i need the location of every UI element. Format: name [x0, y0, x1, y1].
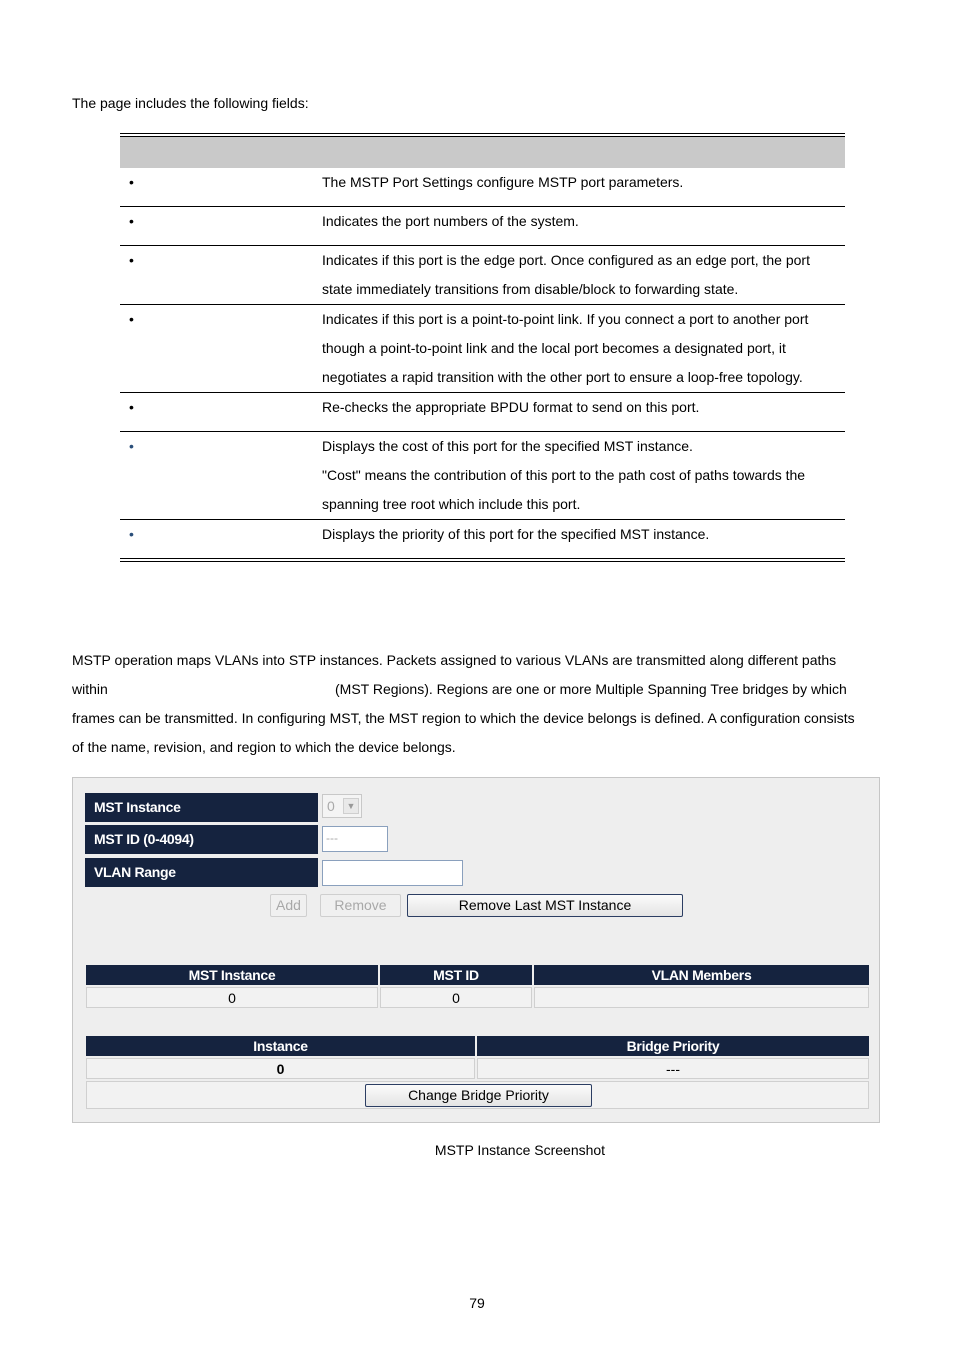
- description-line: state immediately transitions from disable/block to forwarding state.: [322, 281, 739, 297]
- field-description: [322, 432, 845, 519]
- table-row: [120, 393, 845, 432]
- description-line: negotiates a rapid transition with the other port to ensure a loop-free topology.: [322, 369, 803, 385]
- table-row: [120, 246, 845, 305]
- field-description: [322, 207, 845, 236]
- table-row: [120, 207, 845, 246]
- field-description: [322, 305, 845, 392]
- description-line: "Cost" means the contribution of this port to the path cost of paths towards the: [322, 467, 806, 483]
- table-row: [86, 987, 869, 1008]
- table-action-row: [86, 1081, 869, 1109]
- vlan-range-input[interactable]: [322, 860, 463, 886]
- col-mst-id: MST ID: [380, 965, 532, 985]
- paragraph-line-2b: (MST Regions). Regions are one or more Multiple Spanning Tree bridges by which: [335, 681, 847, 697]
- change-bridge-priority-button[interactable]: Change Bridge Priority: [365, 1084, 592, 1107]
- add-button[interactable]: Add: [270, 894, 307, 917]
- description-line: Re-checks the appropriate BPDU format to send on this port.: [322, 399, 700, 415]
- figure-caption: MSTP Instance Screenshot: [434, 1142, 606, 1158]
- bullet: •: [129, 311, 134, 327]
- col-instance: Instance: [86, 1036, 475, 1056]
- description-line: spanning tree root which include this port.: [322, 496, 581, 512]
- bullet: •: [129, 213, 134, 229]
- table-header: [86, 965, 869, 985]
- bullet: •: [129, 438, 134, 454]
- description-line: Indicates the port numbers of the system.: [322, 213, 579, 229]
- cell-mst-instance: 0: [86, 987, 378, 1008]
- cell-vlan-members: [534, 987, 869, 1008]
- table-row: [120, 168, 845, 207]
- description-line: The MSTP Port Settings configure MSTP port parameters.: [322, 174, 684, 190]
- mst-instance-label: MST Instance: [85, 793, 318, 822]
- paragraph-line-3: frames can be transmitted. In configuring MST, the MST region to which the device belongs is defined. A configuration consists: [72, 710, 855, 726]
- mst-id-input[interactable]: ---: [322, 826, 388, 852]
- description-line: though a point-to-point link and the local port becomes a designated port, it: [322, 340, 786, 356]
- mst-instance-select-value: 0: [327, 798, 335, 814]
- table-row: [120, 305, 845, 393]
- mst-instance-select[interactable]: [322, 794, 362, 818]
- mst-id-label: MST ID (0-4094): [85, 825, 318, 854]
- bullet: •: [129, 399, 134, 415]
- intro-text: The page includes the following fields:: [72, 95, 309, 111]
- table-header: [86, 1036, 869, 1056]
- col-bridge-priority: Bridge Priority: [477, 1036, 869, 1056]
- description-line: Displays the cost of this port for the specified MST instance.: [322, 438, 693, 454]
- mst-instance-table: [84, 963, 871, 1010]
- table-bottom-rule: [120, 561, 845, 562]
- paragraph-line-2: [72, 675, 884, 704]
- col-mst-instance: MST Instance: [86, 965, 378, 985]
- cell-instance: 0: [86, 1058, 475, 1079]
- mstp-instance-screenshot: [72, 777, 880, 1123]
- bullet: •: [129, 174, 134, 190]
- paragraph-line-2a: within: [72, 681, 108, 697]
- remove-last-mst-instance-button[interactable]: Remove Last MST Instance: [407, 894, 683, 917]
- table-header-row: [120, 137, 845, 168]
- table-row: [120, 520, 845, 559]
- fields-table: [120, 133, 845, 562]
- field-description: [322, 520, 845, 549]
- bridge-priority-table: [84, 1034, 871, 1111]
- table-row: [86, 1058, 869, 1079]
- vlan-range-label: VLAN Range: [85, 858, 318, 887]
- page-number: 79: [469, 1295, 485, 1311]
- bullet: •: [129, 526, 134, 542]
- cell-action: [86, 1081, 869, 1109]
- remove-button[interactable]: Remove: [320, 894, 401, 917]
- field-description: [322, 246, 845, 304]
- field-description: [322, 168, 845, 197]
- cell-mst-id: 0: [380, 987, 532, 1008]
- col-vlan-members: VLAN Members: [534, 965, 869, 985]
- field-description: [322, 393, 845, 422]
- description-line: Displays the priority of this port for the specified MST instance.: [322, 526, 710, 542]
- cell-bridge-priority: ---: [477, 1058, 869, 1079]
- table-row: [120, 432, 845, 520]
- chevron-down-icon[interactable]: ▼: [343, 798, 359, 814]
- description-line: Indicates if this port is a point-to-point link. If you connect a port to another port: [322, 311, 809, 327]
- paragraph-line-1: MSTP operation maps VLANs into STP instances. Packets assigned to various VLANs are transmitted along different paths: [72, 652, 837, 668]
- bullet: •: [129, 252, 134, 268]
- description-line: Indicates if this port is the edge port. Once configured as an edge port, the port: [322, 252, 810, 268]
- paragraph-line-4: of the name, revision, and region to which the device belongs.: [72, 739, 456, 755]
- mstp-paragraph: [72, 646, 884, 762]
